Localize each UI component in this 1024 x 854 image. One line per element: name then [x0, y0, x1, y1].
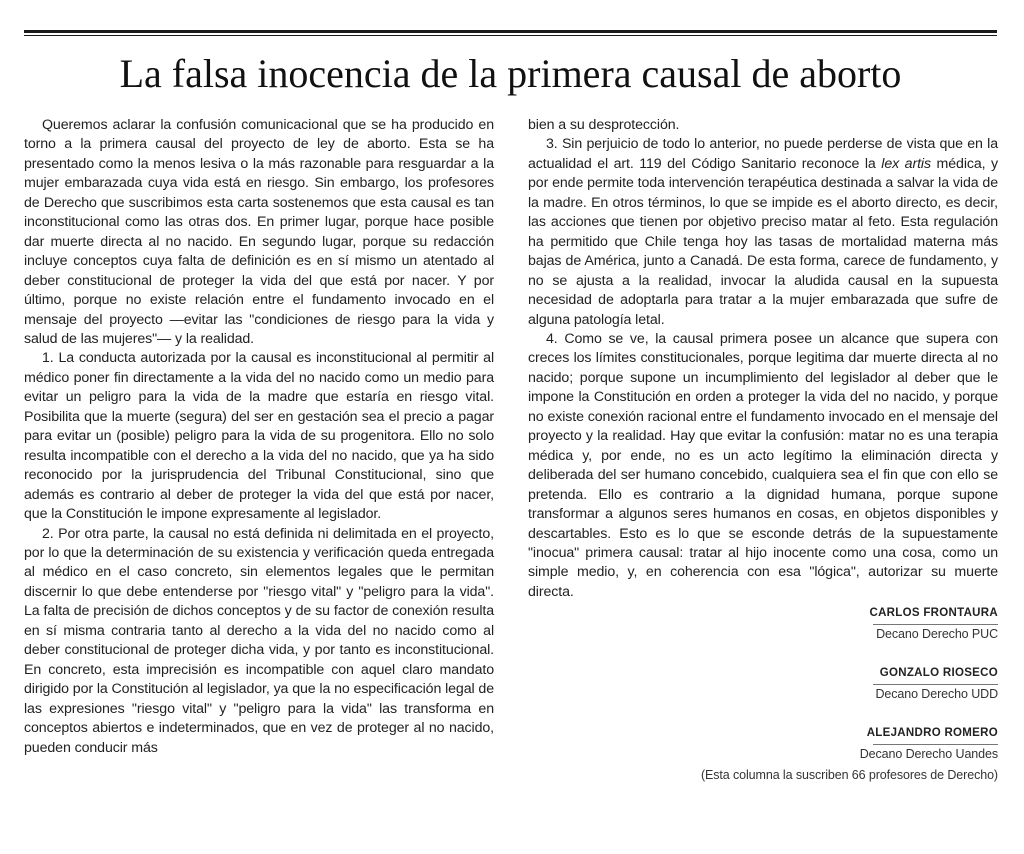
signatory-name: ALEJANDRO ROMERO [866, 727, 998, 740]
signatory-role: Decano Derecho Uandes [859, 747, 998, 762]
lex-artis-term: lex artis [881, 155, 931, 172]
headline: La falsa inocencia de la primera causal de aborto [119, 51, 902, 96]
signatory [528, 605, 998, 643]
signatory-role: Decano Derecho UDD [875, 687, 998, 702]
point-2-continuation: bien a su desprotección. [528, 117, 680, 133]
point-2-paragraph: 2. Por otra parte, la causal no está definida ni delimitada en el proyecto, por lo que la determinación de su existencia y verificación queda entregada al médico en el caso concreto, sin elementos legales que le permitan discernir lo que debe entenderse por "riesgo vital" y "peligro para la vida". La falta de precisión de dichos conceptos y de su factor de conexión resulta en sí misma contraria tanto al derecho a la vida del no nacido como al deber constitucional de proteger dicha vida, y por tanto es inconstitucional. En concreto, esta imprecisión es incompatible con aquel claro mandato dirigido por la Constitución al legislador, ya que la no especificación legal de las expresiones "riesgo vital" y "peligro para la vida" las transforma en conceptos abiertos e indeterminados, que en vez de proteger al no nacido, pueden conducir más [24, 525, 494, 756]
signatory-rule [873, 744, 998, 745]
signatory-name: GONZALO RIOSECO [879, 667, 998, 680]
point-3-text-a: 3. Sin perjuicio de todo lo anterior, no puede perderse de vista que en la actualidad el art. 119 del Código Sanitario reconoce la [528, 136, 998, 172]
signatory-rule [873, 624, 998, 625]
point-4-paragraph: 4. Como se ve, la causal primera posee un alcance que supera con creces los límites constitucionales, porque legitima dar muerte directa al no nacido; porque supone un incumplimiento del legislador al deber que le impone la Constitución en orden a proteger la vida del no nacido, y porque no existe conexión racional entre el fundamento invocado en el mensaje del proyecto y la realidad. Hay que evitar la confusión: matar no es una terapia médica y, por ende, no es un acto legítimo la eliminación directa y deliberada del ser humano concebido, cualquiera sea el fin que con ello se pretenda. Ello es contrario a la dignidad humana, porque supone transformar a algunos seres humanos en cosas, en objetos disponibles y descartables. Esto es lo que se esconde detrás de la supuestamente "inocua" primera causal: tratar al hijo inocente como una cosa, como un simple medio, y, en coherencia con esa "lógica", autorizar su muerte directa. [528, 330, 998, 600]
signature-block [528, 605, 998, 784]
signatory-rule [873, 684, 998, 685]
right-column [528, 116, 998, 784]
signatory-role: Decano Derecho PUC [876, 627, 998, 642]
signatory-name: CARLOS FRONTAURA [869, 607, 998, 620]
point-3-text-b: médica, y por ende permite toda intervención terapéutica destinada a salvar la vida de la madre. En otros términos, lo que se impide es el aborto directo, es decir, las acciones que tienen por objetivo preciso matar al feto. Esta regulación ha permitido que Chile tenga hoy las tasas de mortalidad materna más bajas de América, junto a Canadá. De esta forma, carece de fundamento, y no se ajusta a la realidad, invocar la aludida causal en la supuesta necesidad de adoptarla para tratar a la mujer embarazada que sufre de alguna patología letal. [528, 155, 999, 328]
signatory [528, 725, 998, 763]
top-rule-thick [24, 30, 997, 33]
point-3-paragraph [528, 135, 998, 330]
signatory [528, 665, 998, 703]
point-1-paragraph: 1. La conducta autorizada por la causal es inconstitucional al permitir al médico poner fin directamente a la vida del no nacido como un medio para evitar un peligro para la vida de la madre que estaría en riesgo vital. Posibilita que la muerte (segura) del ser en gestación sea el precio a pagar para evitar un (posible) peligro para la vida de su progenitora. Ello no solo resulta incompatible con el derecho a la vida del no nacido, que ya ha sido reconocido por la jurisprudencia del Tribunal Constitucional, sino que además es contrario al deber de proteger la vida del que está por nacer, que la Constitución le impone expresamente al legislador. [24, 350, 494, 523]
top-rule-thin [24, 35, 997, 36]
left-column [24, 116, 494, 758]
signatories-footnote: (Esta columna la suscriben 66 profesores de Derecho) [700, 768, 998, 783]
intro-paragraph: Queremos aclarar la confusión comunicacional que se ha producido en torno a la primera causal del proyecto de ley de aborto. Esta se ha presentado como la menos lesiva o la más razonable para resguardar a la mujer embarazada cuya vida está en riesgo. Sin embargo, los profesores de Derecho que suscribimos esta carta sostenemos que esta causal es tan inconstitucional como las otras dos. En primer lugar, porque hace posible dar muerte directa al no nacido. En segundo lugar, porque su redacción incluye conceptos cuya falta de definición es en sí mismo un atentado al deber constitucional de proteger la vida del que está por nacer. Y por último, porque no existe relación entre el fundamento invocado en el mensaje del proyecto —evitar las "condiciones de riesgo para la vida y salud de las mujeres"— y la realidad. [24, 117, 494, 347]
